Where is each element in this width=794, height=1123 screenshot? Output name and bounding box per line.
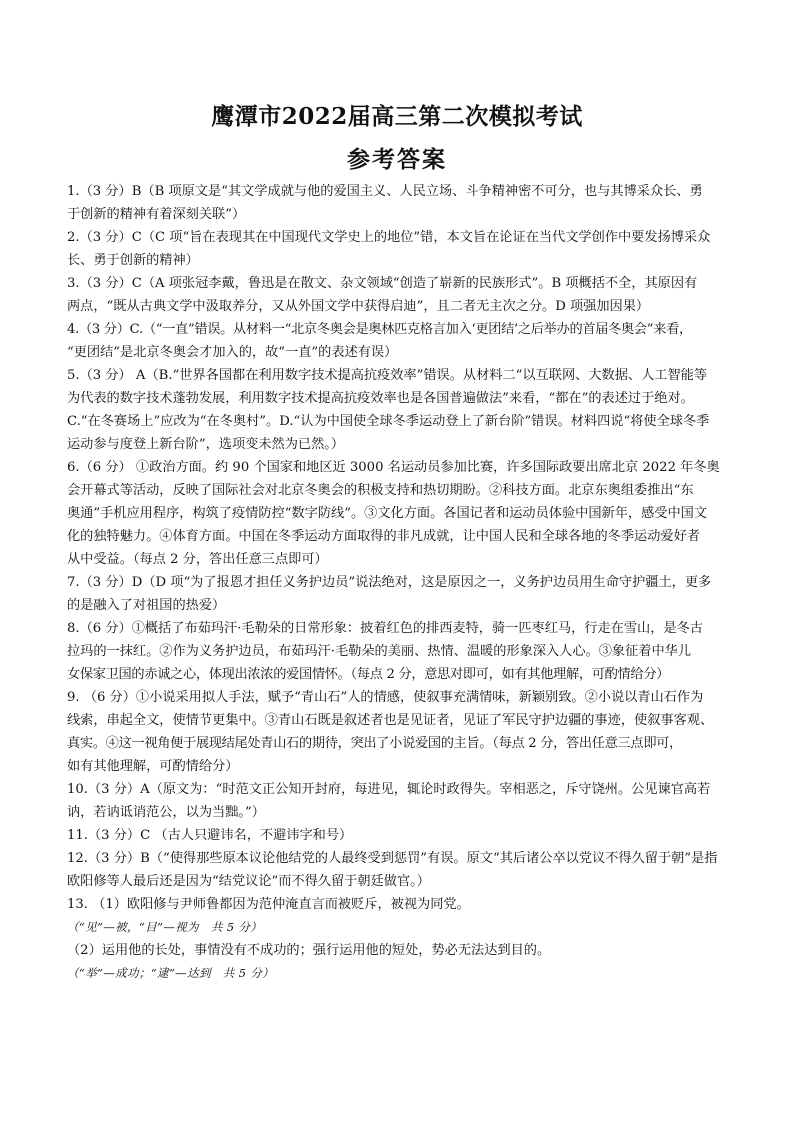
- answer-line: 如有其他理解，可酌情给分）: [67, 759, 239, 774]
- answer-line: “更团结”是北京冬奥会才加入的，故“一直”的表述有误）: [67, 345, 398, 360]
- page-subtitle: 参考答案: [347, 146, 447, 173]
- answer-line: （“见”—被，“目”—视为 共 5 分）: [67, 920, 263, 934]
- answer-line: 长、勇于创新的精神）: [67, 253, 199, 268]
- answer-line: 11.（3 分）C （古人只避讳名，不避讳字和号）: [67, 828, 353, 843]
- answer-body: [67, 180, 745, 985]
- answer-line: （“举”—成功；“逮”—达到 共 5 分）: [67, 966, 275, 980]
- answer-line: 会开幕式等活动，反映了国际社会对北京冬奥会的积极支持和热切期盼。②科技方面。北京东奥组委推出“东: [67, 483, 694, 498]
- answer-line: 1.（3 分）B（B 项原文是“其文学成就与他的爱国主义、人民立场、斗争精神密不可分，也与其博采众长、勇: [67, 184, 703, 199]
- answer-line: 两点，“既从古典文学中汲取养分，又从外国文学中获得启迪”，且二者无主次之分。D 项强加因果）: [67, 299, 650, 314]
- answer-line: 7.（3 分）D（D 项“为了报恩才担任义务护边员”说法绝对，这是原因之一，义务护边员用生命守护疆土，更多: [67, 575, 712, 590]
- answer-line: 拉玛的一抹红。②作为义务护边员，布茹玛汗·毛勒朵的美丽、热情、温暖的形象深入人心。③象征着中华儿: [67, 644, 692, 659]
- answer-line: 真实。④这一视角便于展现结尾处青山石的期待，突出了小说爱国的主旨。（每点 2 分，答出任意三点即可，: [67, 736, 682, 751]
- answer-line: 于创新的精神有着深刻关联”）: [67, 207, 246, 222]
- answer-line: 12.（3 分）B（“使得那些原本议论他结党的人最终受到惩罚”有误。原文“其后诸公卒以党议不得久留于朝”是指: [67, 851, 718, 866]
- page-title: 鹰潭市2022届高三第二次模拟考试: [211, 103, 583, 130]
- answer-line: 10.（3 分）A（原文为：“时范文正公知开封府，每进见，辄论时政得失。宰相恶之，斥守饶州。公见谏官高若: [67, 782, 711, 797]
- answer-line: 化的独特魅力。④体育方面。中国在冬季运动方面取得的非凡成就，让中国人民和全球各地的冬季运动爱好者: [67, 529, 700, 544]
- answer-line: 为代表的数字技术蓬勃发展，利用数字技术提高抗疫效率也是各国普遍做法”来看，“都在”的表述过于绝对。: [67, 391, 694, 406]
- answer-line: （2）运用他的长处，事情没有不成功的；强行运用他的短处，势必无法达到目的。: [67, 943, 551, 958]
- answer-line: 从中受益。（每点 2 分，答出任意三点即可）: [67, 552, 328, 567]
- answer-line: 的是融入了对祖国的热爱）: [67, 598, 226, 613]
- answer-line: 9. （6 分）①小说采用拟人手法，赋予“青山石”人的情感，使叙事充满情味，新颖别致。②小说以青山石作为: [67, 690, 704, 705]
- answer-line: 欧阳修等人最后还是因为“结党议论”而不得久留于朝廷做官。）: [67, 874, 430, 889]
- answer-line: 运动参与度登上新台阶”，选项变未然为已然。）: [67, 437, 345, 452]
- answer-line: 3.（3 分）C（A 项张冠李戴，鲁迅是在散文、杂文领域“创造了崭新的民族形式”。B 项概括不全，其原因有: [67, 276, 698, 291]
- answer-line: C.“在冬赛场上”应改为“在冬奥村”。D.“认为中国使全球冬季运动登上了新台阶”错误。材料四说“将使全球冬季: [67, 414, 710, 429]
- answer-line: 4.（3 分）C.（“一直”错误。从材料一“北京冬奥会是奥林匹克格言加入‘更团结’之后举办的首届冬奥会”来看，: [67, 322, 692, 337]
- answer-line: 13. （1）欧阳修与尹师鲁都因为范仲淹直言而被贬斥，被视为同党。: [67, 897, 470, 912]
- answer-line: 女保家卫国的赤诚之心，体现出浓浓的爱国情怀。（每点 2 分，意思对即可，如有其他理解，可酌情给分）: [67, 667, 670, 682]
- answer-line: 2.（3 分）C（C 项“旨在表现其在中国现代文学史上的地位”错，本文旨在论证在当代文学创作中要发扬博采众: [67, 230, 711, 245]
- answer-line: 讷，若讷诋诮范公，以为当黜。”）: [67, 805, 265, 820]
- answer-line: 线索，串起全文，使情节更集中。③青山石既是叙述者也是见证者，见证了军民守护边疆的事迹，使叙事客观、: [67, 713, 714, 728]
- answer-line: 8.（6 分）①概括了布茹玛汗·毛勒朵的日常形象：披着红色的排西麦特，骑一匹枣红马，行走在雪山，是冬古: [67, 621, 703, 636]
- answer-line: 6.（6 分） ①政治方面。约 90 个国家和地区近 3000 名运动员参加比赛，许多国际政要出席北京 2022 年冬奥: [67, 460, 720, 475]
- answer-line: 奥通”手机应用程序，构筑了疫情防控“数字防线”。③文化方面。各国记者和运动员体验中国新年，感受中国文: [67, 506, 708, 521]
- answer-line: 5.（3 分） A（B.“世界各国都在利用数字技术提高抗疫效率”错误。从材料二“以互联网、大数据、人工智能等: [67, 368, 708, 383]
